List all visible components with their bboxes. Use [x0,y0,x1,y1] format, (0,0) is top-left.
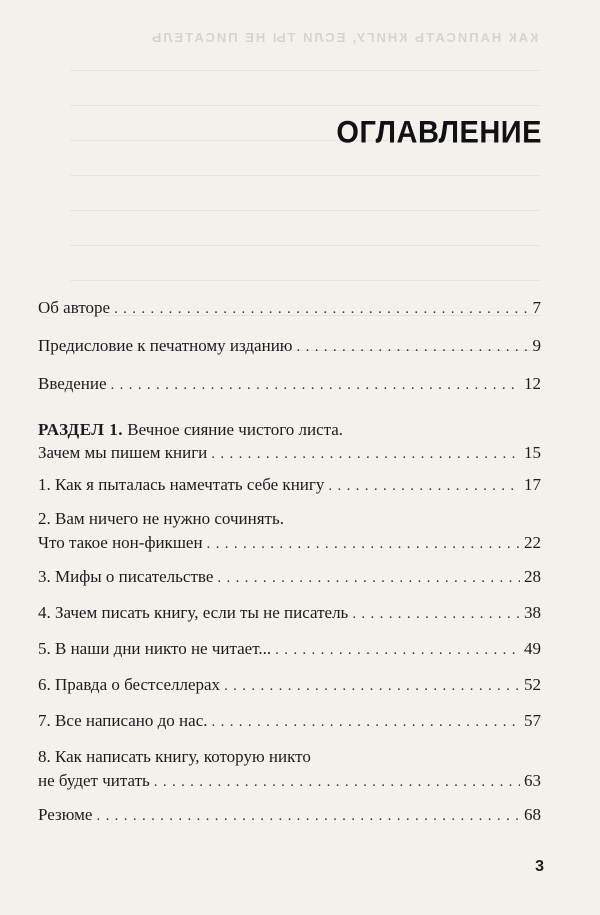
leader-dots [352,606,520,623]
leader-dots [217,570,520,587]
page-number: 3 [535,858,544,875]
leader-dots [154,774,520,791]
leader-dots [211,446,520,463]
toc-chapter-1: 1. Как я пыталась намечтать себе книгу . . . 17 [38,475,541,495]
leader-dots [275,642,520,659]
toc-entry-preface [38,336,541,356]
toc-entry-label: Предисловие к печатному изданию [38,336,293,355]
toc-summary: Резюме . . . 68 [38,805,541,825]
toc-title: ОГЛАВЛЕНИЕ [336,115,542,151]
toc-chapter-2: 2. Вам ничего не нужно сочинять. Что такое нон-фикшен . . . 22 [38,509,541,553]
leader-dots [328,478,520,495]
leader-dots [207,536,520,553]
section-heading: РАЗДЕЛ 1. [38,420,123,439]
toc-entry-page: 9 [532,336,541,355]
toc-entry-label: Введение [38,374,107,393]
toc-entry-about-author [38,298,541,318]
leader-dots [297,339,529,356]
leader-dots [111,377,520,394]
section-page: 15 [524,443,541,462]
leader-dots [114,301,528,318]
toc-chapter-7: 7. Все написано до нас. . . . 57 [38,711,541,731]
section-title-line2: Зачем мы пишем книги [38,443,208,462]
toc-chapter-6: 6. Правда о бестселлерах . . . 52 [38,675,541,695]
leader-dots [212,714,521,731]
toc-entry-page: 7 [532,298,541,317]
toc-entry-page: 12 [524,374,541,393]
table-of-contents [38,298,541,825]
toc-chapter-8: 8. Как написать книгу, которую никто не будет читать . . . 63 [38,747,541,791]
section-title-line1: Вечное сияние чистого листа. [127,420,344,439]
toc-chapter-5: 5. В наши дни никто не читает... . . . 49 [38,639,541,659]
toc-entry-introduction [38,374,541,394]
toc-chapter-4: 4. Зачем писать книгу, если ты не писатель . . . 38 [38,603,541,623]
leader-dots [224,678,520,695]
leader-dots [96,808,520,825]
toc-entry-label: Об авторе [38,298,111,317]
toc-chapter-3: 3. Мифы о писательстве . . . 28 [38,567,541,587]
bleed-through-header: КАК НАПИСАТЬ КНИГУ, ЕСЛИ ТЫ НЕ ПИСАТЕЛЬ [150,30,539,45]
toc-section-1 [38,420,541,463]
